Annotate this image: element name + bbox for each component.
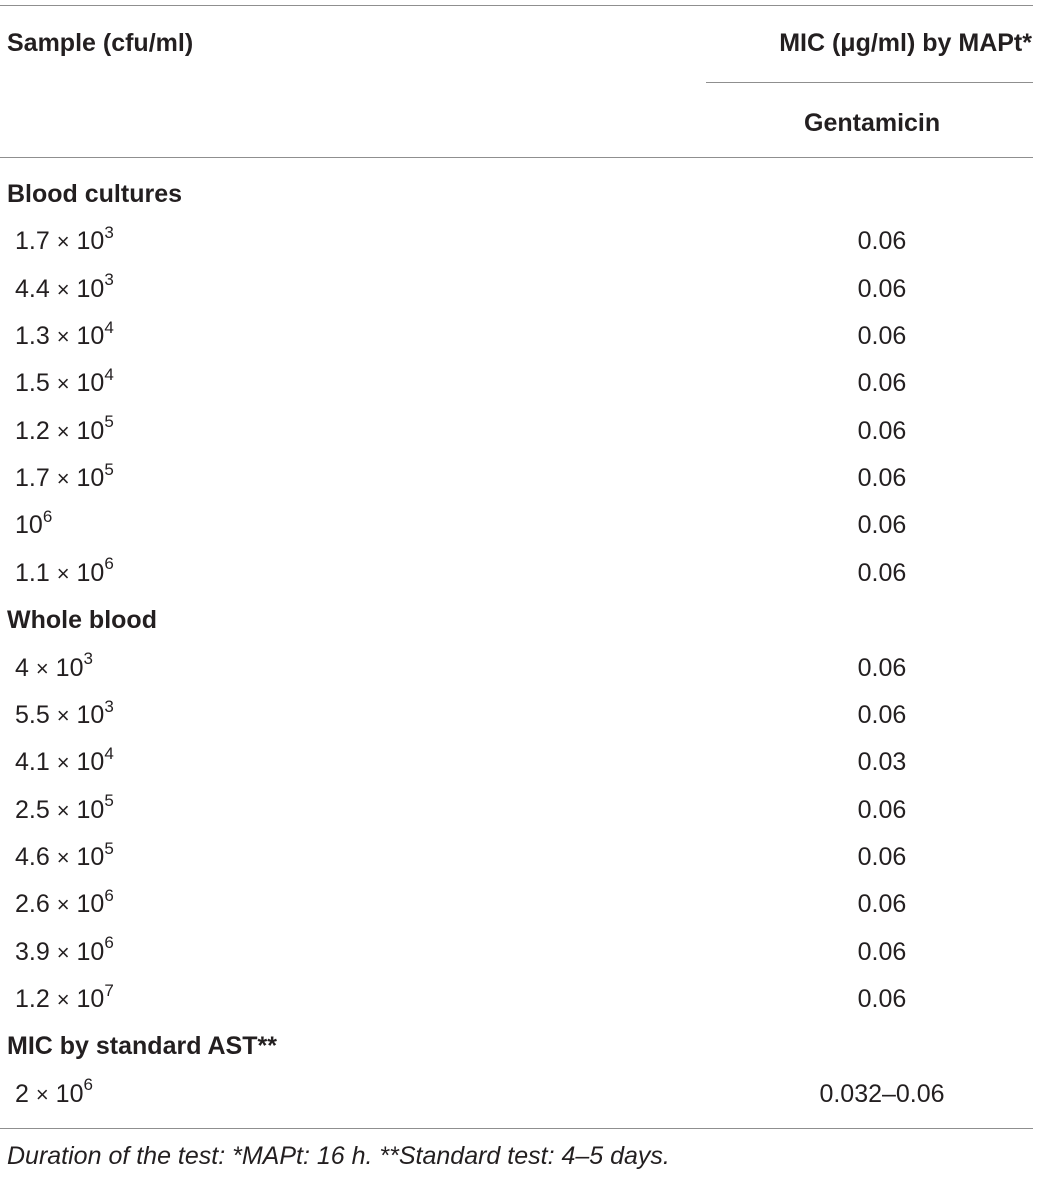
sample-base: 10	[76, 369, 105, 398]
times-sign: ×	[56, 229, 70, 255]
sample-base: 10	[76, 890, 105, 919]
sample-exponent: 3	[104, 270, 114, 290]
sample-mantissa: 4.1	[15, 748, 50, 777]
sample-mantissa: 1.1	[15, 558, 50, 587]
section-title: Blood cultures	[7, 180, 183, 208]
sample-cell	[15, 1075, 93, 1110]
mic-value-cell: 0.06	[857, 653, 907, 682]
sample-cell	[15, 507, 53, 540]
sample-mantissa: 5.5	[15, 700, 50, 729]
bottom-rule	[0, 1128, 1033, 1129]
sample-cell	[15, 696, 114, 731]
mic-value-cell: 0.06	[857, 795, 907, 824]
sample-exponent: 3	[104, 696, 114, 716]
times-sign: ×	[56, 371, 70, 397]
sample-base: 10	[76, 748, 105, 777]
sample-cell	[15, 365, 114, 399]
sample-base: 10	[76, 322, 105, 351]
sample-base: 10	[76, 274, 105, 303]
mic-value-cell: 0.06	[857, 890, 907, 919]
mic-value-cell: 0.06	[857, 511, 907, 540]
times-sign: ×	[56, 797, 70, 823]
sample-exponent: 6	[104, 933, 114, 953]
sample-mantissa: 2.5	[15, 795, 50, 824]
table-footnote: Duration of the test: *MAPt: 16 h. **Standard test: 4–5 days.	[7, 1142, 670, 1170]
sample-exponent: 5	[104, 791, 114, 811]
times-sign: ×	[56, 986, 70, 1012]
sample-mantissa: 2.6	[15, 890, 50, 919]
sample-exponent: 6	[104, 885, 114, 905]
times-sign: ×	[56, 324, 70, 350]
sample-cell	[15, 743, 114, 778]
sample-cell	[15, 459, 114, 494]
sample-cell	[15, 554, 114, 589]
sample-mantissa: 4.6	[15, 842, 50, 871]
sample-mantissa: 4.4	[15, 274, 50, 303]
sample-cell	[15, 223, 114, 257]
sample-exponent: 4	[104, 743, 114, 763]
top-rule	[0, 5, 1033, 6]
sample-mantissa: 1.5	[15, 369, 50, 398]
mic-value-cell: 0.06	[857, 416, 907, 445]
mic-value-cell: 0.06	[857, 274, 907, 303]
mic-value-cell: 0.06	[857, 464, 907, 493]
header-bottom-rule	[0, 157, 1033, 158]
sample-base: 10	[76, 227, 105, 256]
times-sign: ×	[56, 466, 70, 492]
sample-cell	[15, 270, 114, 305]
sample-cell	[15, 838, 114, 873]
sample-mantissa: 1.7	[15, 227, 50, 256]
mic-value-cell: 0.06	[857, 842, 907, 871]
sample-base: 10	[76, 984, 105, 1013]
sample-exponent: 6	[104, 554, 114, 574]
sample-mantissa: 1.7	[15, 464, 50, 493]
sample-exponent: 5	[104, 412, 114, 432]
times-sign: ×	[35, 1081, 49, 1107]
times-sign: ×	[56, 418, 70, 444]
sample-mantissa: 1.3	[15, 322, 50, 351]
mic-value-cell: 0.06	[857, 937, 907, 966]
sample-exponent: 3	[83, 649, 93, 669]
sample-exponent: 7	[104, 980, 114, 1000]
sample-cell	[15, 933, 114, 968]
sample-cell	[15, 317, 114, 352]
sample-base: 10	[15, 511, 43, 540]
times-sign: ×	[56, 702, 70, 728]
sample-base: 10	[76, 464, 105, 493]
sample-cell	[15, 412, 114, 447]
sample-exponent: 6	[83, 1075, 93, 1095]
sample-cell	[15, 791, 114, 826]
sample-cell	[15, 885, 114, 920]
sample-base: 10	[55, 653, 84, 682]
sample-base: 10	[76, 937, 105, 966]
mic-value-cell: 0.06	[857, 700, 907, 729]
sample-base: 10	[76, 842, 105, 871]
sample-exponent: 4	[104, 365, 114, 385]
times-sign: ×	[56, 560, 70, 586]
mic-value-cell: 0.032–0.06	[819, 1079, 945, 1108]
column-header-mic: MIC (μg/ml) by MAPt*	[779, 29, 1032, 57]
sample-mantissa: 1.2	[15, 416, 50, 445]
sample-exponent: 4	[104, 317, 114, 337]
mic-value-cell: 0.06	[857, 322, 907, 351]
sample-base: 10	[76, 700, 105, 729]
sample-exponent: 5	[104, 459, 114, 479]
sample-mantissa: 4	[15, 653, 29, 682]
times-sign: ×	[56, 276, 70, 302]
sample-exponent: 3	[104, 223, 114, 243]
sample-mantissa: 2	[15, 1079, 29, 1108]
sample-mantissa: 1.2	[15, 984, 50, 1013]
column-header-sample: Sample (cfu/ml)	[7, 29, 194, 57]
sample-base: 10	[76, 416, 105, 445]
times-sign: ×	[56, 844, 70, 870]
mic-value-cell: 0.06	[857, 558, 907, 587]
sample-cell	[15, 980, 114, 1015]
sample-mantissa: 3.9	[15, 937, 50, 966]
mic-value-cell: 0.06	[857, 984, 907, 1013]
section-title: MIC by standard AST**	[7, 1032, 277, 1061]
header-sub-rule	[706, 82, 1033, 83]
mic-value-cell: 0.06	[857, 227, 907, 256]
sample-cell	[15, 649, 93, 684]
times-sign: ×	[56, 892, 70, 918]
mic-value-cell: 0.06	[857, 369, 907, 398]
sample-base: 10	[55, 1079, 84, 1108]
section-title: Whole blood	[7, 606, 157, 635]
times-sign: ×	[35, 655, 49, 681]
sample-exponent: 6	[42, 507, 53, 527]
mic-value-cell: 0.03	[857, 748, 907, 777]
sample-exponent: 5	[104, 838, 114, 858]
times-sign: ×	[56, 939, 70, 965]
column-subheader-gentamicin: Gentamicin	[804, 109, 941, 137]
times-sign: ×	[56, 750, 70, 776]
sample-base: 10	[76, 558, 105, 587]
sample-base: 10	[76, 795, 105, 824]
